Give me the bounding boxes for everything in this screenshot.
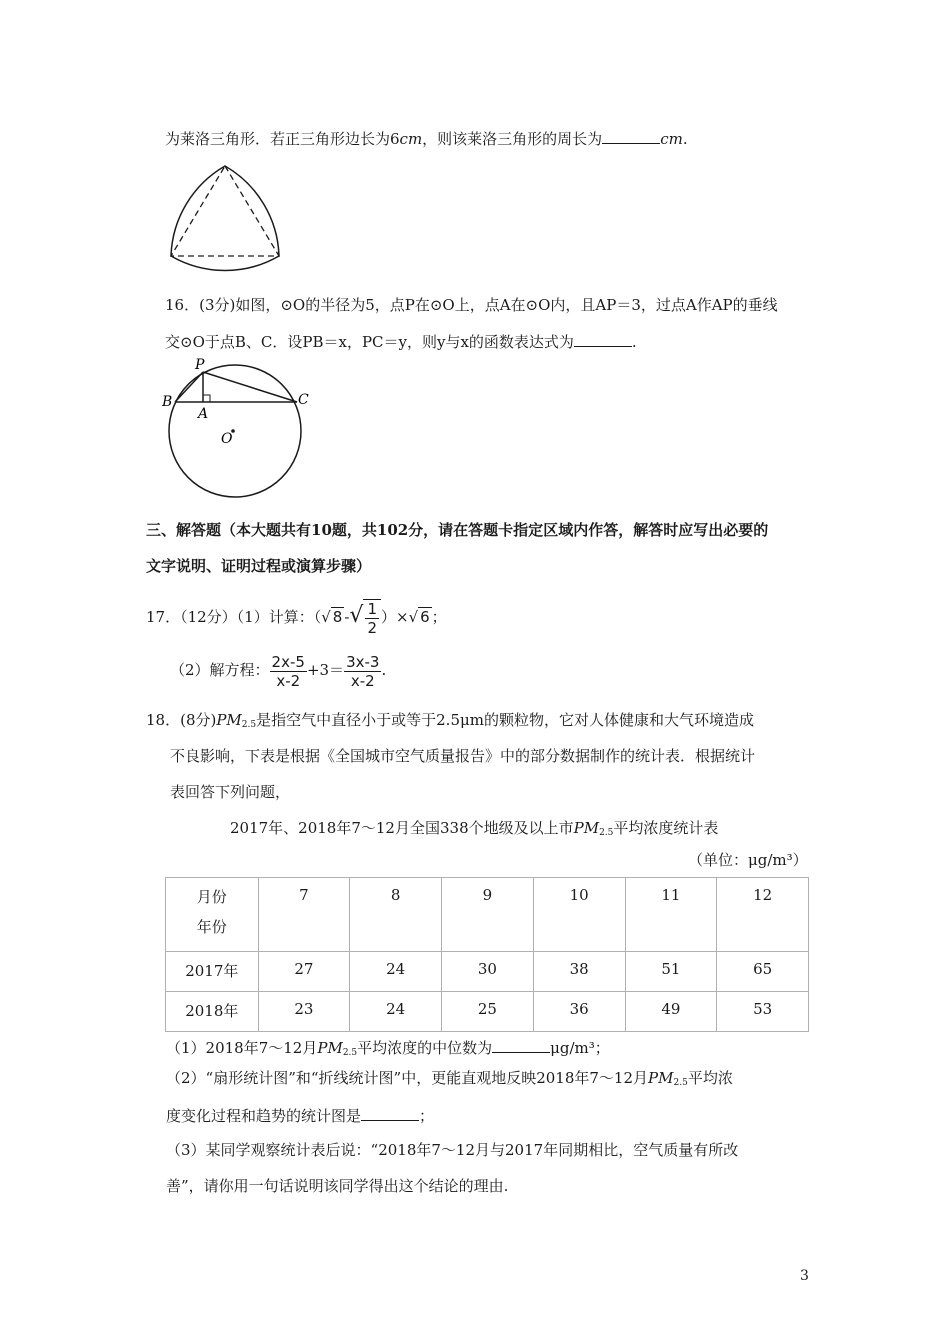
q18-line1: 18．(8分)$PM_{2.5}$是指空气中直径小于或等于2.5μm的颗粒物，它对人体健康和大气环境造成 bbox=[146, 711, 754, 730]
label-A: A bbox=[198, 406, 209, 422]
month-cell: 10 bbox=[533, 878, 625, 952]
table-unit: （单位：μg/m³） bbox=[688, 851, 808, 869]
year-cell: 2017年 bbox=[166, 952, 259, 992]
value-cell: 51 bbox=[625, 952, 717, 992]
answer-blank[interactable] bbox=[602, 127, 660, 144]
q18-line3: 表回答下列问题， bbox=[170, 783, 291, 801]
label-O: O bbox=[221, 431, 233, 447]
value-cell: 36 bbox=[533, 992, 625, 1032]
table-row bbox=[166, 992, 809, 1032]
value-cell: 53 bbox=[717, 992, 809, 1032]
label-C: C bbox=[298, 392, 309, 408]
reuleaux-triangle-figure bbox=[160, 160, 290, 272]
pm25-table bbox=[165, 877, 809, 1032]
answer-blank[interactable] bbox=[361, 1104, 419, 1121]
value-cell: 27 bbox=[258, 952, 350, 992]
q16-line2: 交⊙O于点B、C．设PB＝x，PC＝y，则y与x的函数表达式为 . bbox=[165, 330, 637, 352]
q16-line1: 16．(3分)如图，⊙O的半径为5，点P在⊙O上，点A在⊙O内，且AP＝3，过点A作AP的垂线 bbox=[165, 296, 778, 314]
table-title: 2017年、2018年7～12月全国338个地级及以上市$PM_{2.5}$平均浓度统计表 bbox=[230, 819, 719, 838]
value-cell: 24 bbox=[350, 992, 442, 1032]
value-cell: 23 bbox=[258, 992, 350, 1032]
table-corner-cell: 月份 年份 bbox=[166, 878, 259, 952]
table-row bbox=[166, 952, 809, 992]
month-cell: 9 bbox=[442, 878, 534, 952]
q18-line2: 不良影响，下表是根据《全国城市空气质量报告》中的部分数据制作的统计表．根据统计 bbox=[170, 747, 756, 765]
q18-sub2-line2: 度变化过程和趋势的统计图是 ； bbox=[166, 1104, 434, 1126]
value-cell: 38 bbox=[533, 952, 625, 992]
value-cell: 65 bbox=[717, 952, 809, 992]
month-cell: 8 bbox=[350, 878, 442, 952]
q17-part2: （2）解方程： $\frac{2x-5}{x-2}$ +3＝ $\frac{3x-3}{x-2}$ . bbox=[170, 652, 387, 690]
label-B: B bbox=[162, 394, 173, 410]
circle-figure bbox=[158, 355, 318, 500]
value-cell: 24 bbox=[350, 952, 442, 992]
month-cell: 11 bbox=[625, 878, 717, 952]
q18-sub3-line1: （3）某同学观察统计表后说：“2018年7～12月与2017年同期相比，空气质量有所改 bbox=[166, 1141, 739, 1159]
value-cell: 30 bbox=[442, 952, 534, 992]
q15-text: 为莱洛三角形．若正三角形边长为6cm，则该莱洛三角形的周长为 cm. bbox=[165, 127, 688, 149]
section-heading-line2: 文字说明、证明过程或演算步骤） bbox=[146, 557, 372, 575]
answer-blank[interactable] bbox=[492, 1036, 550, 1053]
label-P: P bbox=[195, 357, 205, 373]
section-heading-line1: 三、解答题（本大题共有10题，共102分，请在答题卡指定区域内作答，解答时应写出必要的 bbox=[146, 521, 769, 539]
month-cell: 12 bbox=[717, 878, 809, 952]
q18-sub2-line1: （2）“扇形统计图”和“折线统计图”中，更能直观地反映2018年7～12月$PM_{2.5}$平均浓 bbox=[166, 1069, 733, 1088]
page-number: 3 bbox=[800, 1268, 809, 1284]
q17-part1: 17．（12分）（1）计算：（√ 8 -√ $\frac{1}{2}$ ）×√ 6 ； bbox=[146, 599, 447, 637]
answer-blank[interactable] bbox=[574, 330, 632, 347]
value-cell: 49 bbox=[625, 992, 717, 1032]
q18-sub1: （1）2018年7～12月$PM_{2.5}$平均浓度的中位数为 μg/m³； bbox=[166, 1036, 610, 1063]
table-header-row bbox=[166, 878, 809, 952]
year-cell: 2018年 bbox=[166, 992, 259, 1032]
month-cell: 7 bbox=[258, 878, 350, 952]
value-cell: 25 bbox=[442, 992, 534, 1032]
q18-sub3-line2: 善”，请你用一句话说明该同学得出这个结论的理由. bbox=[166, 1177, 509, 1195]
